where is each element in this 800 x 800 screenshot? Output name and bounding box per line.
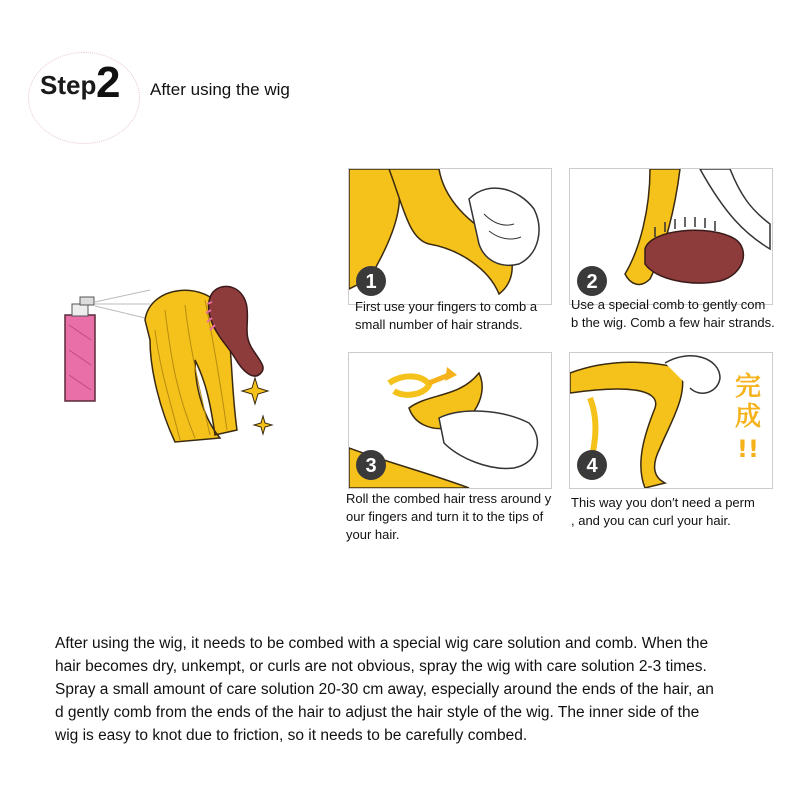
step-badge-4: 4: [586, 455, 598, 477]
paragraph-line: d gently comb from the ends of the hair to adjust the hair style of the wig. The inner side of the: [55, 704, 700, 721]
caption-line: Roll the combed hair tress around y: [346, 491, 552, 506]
caption-line: small number of hair strands.: [355, 317, 523, 332]
page-header: [0, 0, 800, 150]
paragraph-line: hair becomes dry, unkempt, or curls are not obvious, spray the wig with care solution 2-3 times.: [55, 658, 707, 675]
caption-line: b the wig. Comb a few hair strands.: [571, 315, 775, 330]
caption-line: , and you can curl your hair.: [571, 513, 731, 528]
caption-line: our fingers and turn it to the tips of: [346, 509, 544, 524]
paragraph-line: wig is easy to knot due to friction, so it needs to be carefully combed.: [55, 727, 528, 744]
step-caption-4: [571, 494, 786, 530]
complete-stamp-marks: !!: [737, 435, 759, 463]
step-panel-1: [348, 168, 552, 305]
step-title: After using the wig: [150, 80, 290, 99]
complete-stamp-char-1: 完: [734, 372, 762, 402]
step-panel-3: [348, 352, 552, 489]
step-caption-2: [571, 296, 786, 332]
step-badge-3: 3: [365, 455, 377, 477]
caption-line: your hair.: [346, 527, 400, 542]
caption-line: First use your fingers to comb a: [355, 299, 538, 314]
caption-line: Use a special comb to gently com: [571, 297, 766, 312]
sparkle-icon: [254, 416, 272, 434]
step-badge-2: 2: [586, 271, 598, 293]
step-caption-1: [355, 298, 570, 334]
complete-stamp-char-2: 成: [734, 402, 762, 432]
paragraph-line: Spray a small amount of care solution 20-30 cm away, especially around the ends of the hair, an: [55, 681, 714, 698]
sparkle-icon: [242, 378, 268, 404]
step-panel-2: [569, 168, 773, 305]
step-label: Step: [40, 70, 97, 100]
spray-bottle-icon: [65, 290, 150, 401]
step-panel-4: [569, 352, 773, 489]
care-instructions-paragraph: [55, 632, 775, 747]
wig-care-illustration: [55, 280, 285, 460]
step-caption-3: [346, 490, 561, 544]
step-number: 2: [96, 58, 121, 107]
step-badge-1: 1: [365, 271, 377, 293]
paragraph-line: After using the wig, it needs to be combed with a special wig care solution and comb. When the: [55, 635, 709, 652]
caption-line: This way you don′t need a perm: [571, 495, 755, 510]
